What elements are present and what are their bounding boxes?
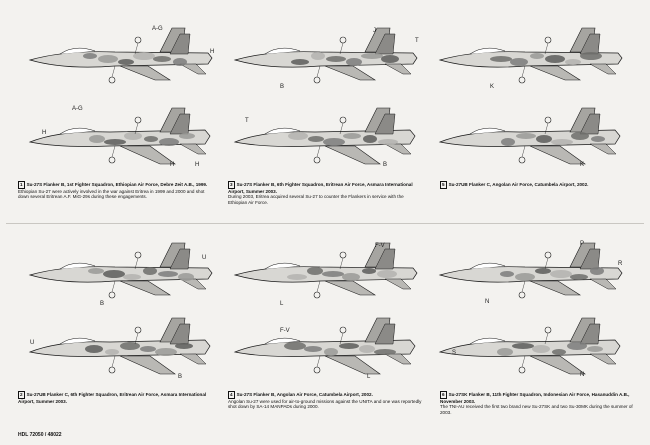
camo-patch — [378, 139, 398, 145]
jet-profile-1-top — [20, 20, 220, 90]
camo-patch — [343, 133, 361, 139]
marking-callout — [519, 292, 525, 298]
marking-label: N — [485, 299, 490, 305]
marking-label: F-V — [375, 243, 385, 249]
caption-3 — [228, 181, 424, 205]
wing — [325, 66, 375, 80]
wing — [530, 66, 580, 80]
camo-patch — [359, 345, 375, 353]
camo-patch — [140, 346, 156, 352]
camo-patch — [323, 138, 345, 146]
camo-patch — [304, 346, 322, 352]
camo-patch — [83, 53, 97, 59]
marking-label: U — [30, 340, 35, 346]
marking-callout — [519, 157, 525, 163]
camo-patch — [118, 59, 134, 65]
marking-label: A-G — [72, 106, 83, 112]
camo-patch — [326, 56, 346, 62]
camo-patch — [551, 139, 573, 145]
wing — [325, 146, 380, 164]
camo-patch — [362, 268, 376, 274]
camo-patch — [133, 52, 155, 60]
camo-patch — [322, 271, 344, 277]
leader-line — [522, 146, 525, 157]
camo-patch — [98, 55, 118, 63]
camo-patch — [374, 349, 396, 355]
marking-callout — [314, 77, 320, 83]
camo-patch — [103, 270, 125, 278]
camo-patch — [153, 56, 171, 62]
caption-6 — [440, 391, 636, 415]
camo-patch — [363, 135, 377, 143]
camo-patch — [587, 346, 603, 352]
camo-patch — [512, 343, 534, 349]
marking-label: B — [100, 301, 105, 305]
marking-callout — [340, 117, 346, 123]
marking-callout — [340, 327, 346, 333]
caption-body: Ethiopian Su-27 were actively involved in the war against Eritrea in 1999 and 2000 and shot down several Eritrean A.F. MiG-29s during these engagements. — [18, 188, 205, 200]
leader-line — [317, 356, 320, 367]
wing — [120, 356, 175, 374]
wing — [530, 146, 585, 164]
camo-patch — [571, 132, 589, 140]
marking-label: B — [178, 374, 183, 380]
jet-profile-3-top — [225, 20, 425, 90]
marking-callout — [519, 77, 525, 83]
camo-patch — [501, 138, 515, 146]
caption-number: 3 — [230, 182, 233, 187]
camo-patch — [339, 343, 359, 349]
camo-patch — [515, 273, 535, 281]
caption-number: 6 — [442, 392, 445, 397]
stabilizer — [385, 279, 411, 289]
caption-body: Angolan Su-27 were used for air-to-ground missions against the UNITA and one was reportedly shot down by SA-14 MANPADs during 2000. — [228, 398, 422, 410]
marking-callout — [109, 77, 115, 83]
camo-patch — [490, 56, 512, 62]
marking-callout — [109, 367, 115, 373]
stabilizer — [180, 144, 206, 154]
marking-label: S — [452, 350, 457, 356]
wing — [325, 281, 375, 295]
marking-callout — [519, 367, 525, 373]
stabilizer — [590, 279, 616, 289]
wing — [530, 356, 585, 374]
camo-patch — [158, 271, 178, 277]
marking-label: T — [415, 38, 419, 44]
marking-callout — [135, 327, 141, 333]
camo-patch — [591, 136, 605, 142]
jet-profile-6-top — [430, 235, 630, 305]
camo-patch — [532, 345, 550, 353]
stabilizer — [385, 354, 411, 364]
camo-patch — [288, 132, 308, 140]
camo-patch — [284, 342, 306, 350]
camo-patch — [516, 133, 536, 139]
camo-patch — [536, 135, 552, 143]
marking-label: U — [202, 255, 207, 261]
jet-profile-3-bottom — [225, 100, 425, 170]
marking-label: H — [210, 49, 215, 55]
leader-line — [522, 356, 525, 367]
caption-title: Su-27UB Flanker C, Angolan Air Force, Catumbela Airport, 2002. — [448, 182, 589, 187]
marking-label: H — [42, 130, 47, 136]
camo-patch — [175, 343, 193, 349]
camo-patch — [535, 268, 551, 274]
caption-title: Su-27S Flanker B, 6th Fighter Squadron, Eritrean Air Force, Asmara International Airport, Summer 2003. — [228, 182, 413, 194]
product-code: HDL 72050 / 48022 — [18, 432, 62, 438]
caption-1 — [18, 181, 214, 200]
camo-patch — [565, 59, 581, 65]
marking-callout — [135, 37, 141, 43]
caption-number: 5 — [442, 182, 445, 187]
camo-patch — [550, 270, 572, 278]
camo-patch — [552, 349, 566, 355]
stabilizer — [180, 354, 206, 364]
marking-callout — [314, 367, 320, 373]
leader-line — [522, 66, 525, 77]
camo-patch — [155, 348, 177, 356]
wing — [120, 146, 175, 164]
camo-patch — [580, 52, 602, 60]
camo-patch — [291, 59, 309, 65]
marking-callout — [340, 37, 346, 43]
marking-callout — [545, 117, 551, 123]
marking-label: K — [490, 84, 495, 90]
leader-line — [112, 66, 115, 77]
camo-patch — [143, 267, 157, 275]
caption-number: 2 — [20, 392, 23, 397]
marking-callout — [340, 252, 346, 258]
caption-title: Su-27S Flanker B, 1st Fighter Squadron, Ethiopian Air Force, Debre Zeit A.B., 1999. — [26, 182, 208, 187]
leader-line — [112, 281, 115, 292]
camo-patch — [89, 135, 105, 143]
stabilizer — [385, 64, 411, 74]
leader-line — [112, 356, 115, 367]
jet-profile-4-top — [225, 235, 425, 305]
marking-label: A-G — [152, 26, 163, 32]
marking-label: B — [383, 162, 388, 168]
leader-line — [112, 146, 115, 157]
leader-line — [317, 66, 320, 77]
caption-4 — [228, 391, 424, 410]
caption-number: 4 — [230, 392, 233, 397]
wing — [120, 66, 170, 80]
marking-callout — [109, 292, 115, 298]
jet-profile-2-top — [20, 235, 220, 305]
jet-profile-4-bottom — [225, 310, 425, 380]
marking-label: J — [373, 28, 376, 34]
marking-label: H — [195, 162, 200, 168]
camo-patch — [377, 270, 397, 278]
camo-patch — [173, 58, 187, 66]
marking-callout — [545, 252, 551, 258]
camo-patch — [85, 345, 103, 353]
stabilizer — [590, 64, 616, 74]
camo-patch — [124, 132, 142, 140]
caption-title: Su-27S Flanker B, Angolan Air Force, Catumbela Airport, 2002. — [236, 392, 373, 397]
camo-patch — [307, 267, 323, 275]
camo-patch — [88, 268, 104, 274]
marking-label: H — [170, 162, 175, 168]
caption-2 — [18, 391, 214, 404]
camo-patch — [497, 348, 513, 356]
camo-patch — [510, 58, 528, 66]
jet-profile-5-top — [430, 20, 630, 90]
camo-patch — [179, 133, 195, 139]
fold-line — [6, 223, 644, 224]
wing — [530, 281, 580, 295]
marking-label: L — [367, 374, 371, 380]
camo-patch — [500, 271, 514, 277]
leader-line — [317, 146, 320, 157]
marking-callout — [135, 117, 141, 123]
jet-profile-1-bottom — [20, 100, 220, 170]
camo-patch — [287, 274, 307, 280]
marking-label: N — [580, 372, 585, 378]
caption-title: Su-27SK Flanker B, 11th Fighter Squadron, Indonesian Air Force, Hasanuddin A.B., November 2003. — [440, 392, 630, 404]
camo-patch — [104, 139, 126, 145]
leader-line — [317, 281, 320, 292]
marking-label: K — [580, 162, 585, 168]
caption-body: During 2003, Eritrea acquired several Su-27 to counter the Flankers in service with the Ethiopian Air Force. — [228, 194, 404, 205]
stabilizer — [385, 144, 411, 154]
wing — [325, 356, 380, 374]
camo-patch — [123, 274, 141, 280]
jet-profile-5-bottom — [430, 100, 630, 170]
marking-callout — [135, 252, 141, 258]
marking-label: B — [280, 84, 285, 90]
caption-number: 1 — [20, 182, 23, 187]
marking-label: R — [618, 261, 623, 267]
caption-title: Su-27UB Flanker C, 6th Fighter Squadron, Eritrean Air Force, Asmara International Airport, Summer 2003. — [18, 392, 207, 404]
marking-callout — [545, 327, 551, 333]
camo-patch — [567, 342, 587, 350]
caption-5 — [440, 181, 636, 189]
camo-patch — [324, 348, 338, 356]
camo-patch — [178, 273, 194, 281]
camo-patch — [530, 53, 544, 59]
camo-patch — [545, 55, 565, 63]
camo-patch — [144, 136, 158, 142]
camo-patch — [159, 138, 179, 146]
marking-callout — [314, 157, 320, 163]
camo-patch — [381, 55, 399, 63]
marking-callout — [314, 292, 320, 298]
camo-patch — [342, 273, 360, 281]
marking-label: F-V — [280, 328, 290, 334]
camo-patch — [570, 274, 588, 280]
camo-patch — [311, 52, 325, 60]
marking-label: P — [580, 241, 585, 247]
marking-label: L — [280, 301, 284, 305]
caption-body: The TNI-AU received the first two brand new Su-27SK and two Su-30MK during the summer of 2003. — [440, 404, 633, 415]
camo-patch — [120, 342, 140, 350]
camo-patch — [105, 349, 119, 355]
camo-patch — [361, 53, 383, 59]
marking-callout — [109, 157, 115, 163]
leader-line — [522, 281, 525, 292]
camo-patch — [590, 267, 604, 275]
marking-label: T — [245, 118, 249, 124]
camo-patch — [308, 136, 324, 142]
wing — [120, 281, 170, 295]
stabilizer — [590, 144, 616, 154]
marking-callout — [545, 37, 551, 43]
stabilizer — [590, 354, 616, 364]
stabilizer — [180, 64, 206, 74]
jet-profile-2-bottom — [20, 310, 220, 380]
camo-patch — [346, 58, 362, 66]
jet-profile-6-bottom — [430, 310, 630, 380]
